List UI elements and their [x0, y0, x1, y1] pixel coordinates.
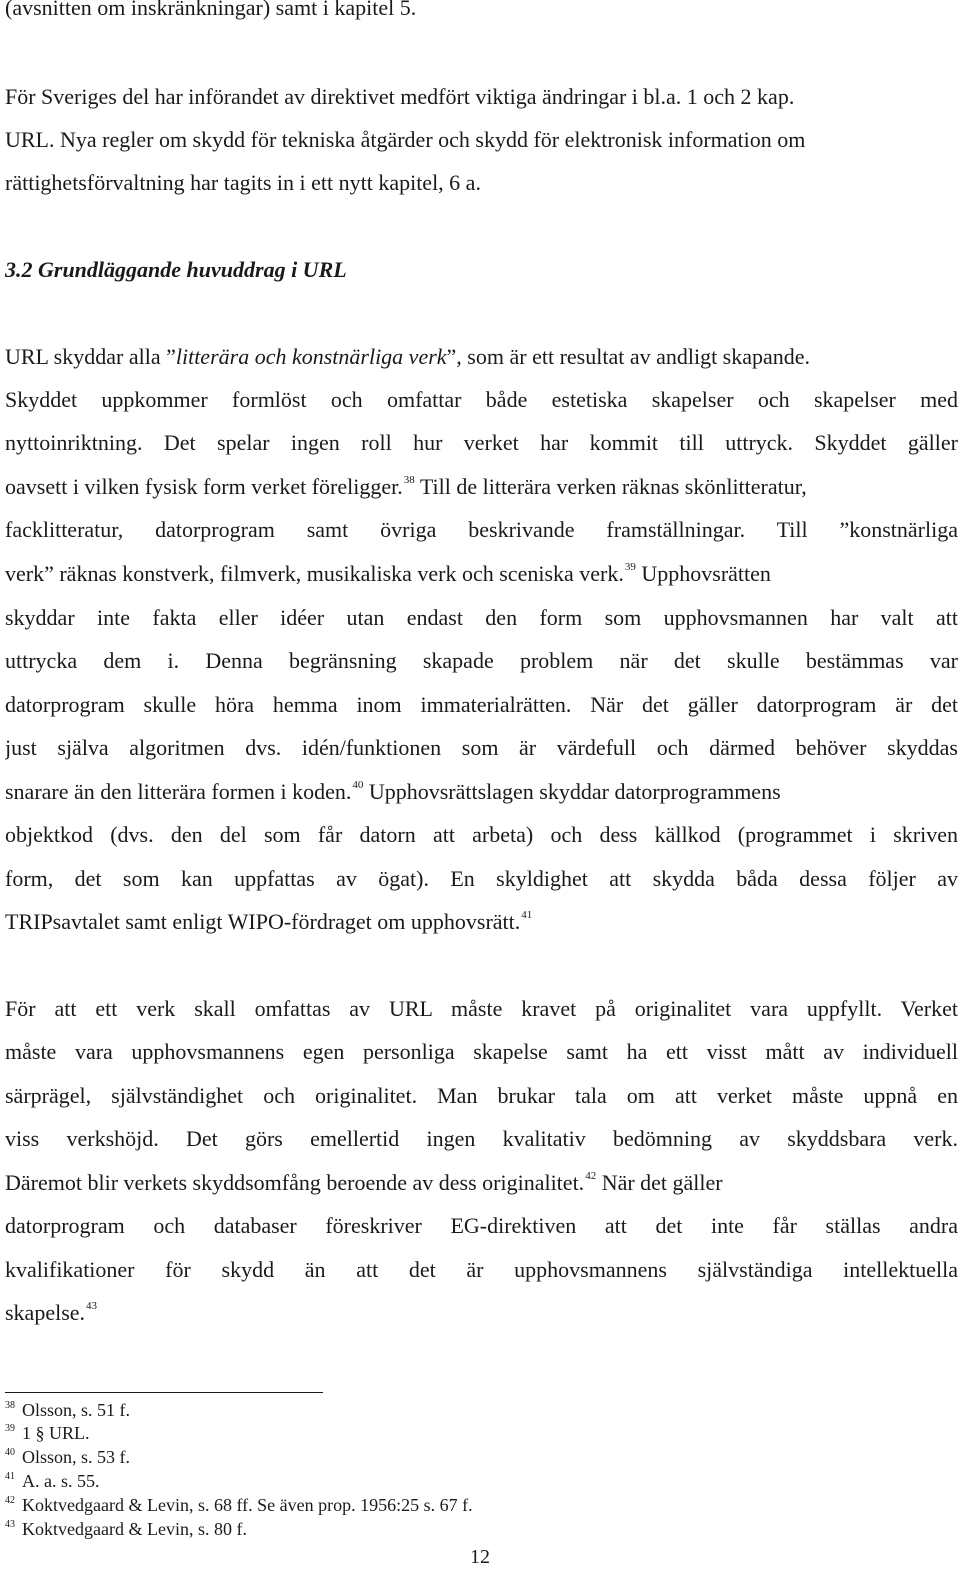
text-line: facklitteratur, datorprogram samt övriga beskrivande framställningar. Till ”konstnärliga: [5, 517, 958, 542]
text-line: viss verkshöjd. Det görs emellertid ingen kvalitativ bedömning av skyddsbara verk.: [5, 1126, 958, 1151]
page-number: 12: [470, 1546, 490, 1568]
text-segment: verk” räknas konstverk, filmverk, musikaliska verk och sceniska verk.: [5, 561, 624, 586]
text-line: datorprogram och databaser föreskriver EG-direktiven att det inte får ställas andra: [5, 1213, 958, 1238]
text-line: [5, 342, 958, 372]
footnote-ref[interactable]: 40: [352, 779, 364, 791]
footnote: [5, 1446, 130, 1472]
text-line: Skyddet uppkommer formlöst och omfattar både estetiska skapelser och skapelser med: [5, 387, 958, 412]
text-segment: snarare än den litterära formen i koden.: [5, 779, 352, 804]
text-line: datorprogram skulle höra hemma inom immaterialrätten. När det gäller datorprogram är det: [5, 692, 958, 717]
text-line: rättighetsförvaltning har tagits in i ett nytt kapitel, 6 a.: [5, 170, 481, 195]
footnote-text: A. a. s. 55.: [22, 1471, 100, 1491]
footnote-number: 40: [5, 1447, 15, 1458]
text-line: uttrycka dem i. Denna begränsning skapade problem när det skulle bestämmas var: [5, 648, 958, 673]
text-segment: Däremot blir verkets skyddsomfång beroende av dess originalitet.: [5, 1170, 585, 1195]
text-segment: oavsett i vilken fysisk form verket föreligger.: [5, 474, 403, 499]
section-heading: 3.2 Grundläggande huvuddrag i URL: [5, 257, 347, 282]
footnote-number: 39: [5, 1423, 15, 1434]
text-line: [5, 1168, 958, 1202]
text-segment: skapelse.: [5, 1300, 86, 1325]
text-line: [5, 907, 958, 941]
text-line: skyddar inte fakta eller idéer utan endast den form som upphovsmannen har valt att: [5, 605, 958, 630]
footnote-ref[interactable]: 39: [624, 561, 636, 573]
footnote-ref[interactable]: 42: [585, 1170, 597, 1182]
italic-phrase: litterära och konstnärliga verk: [175, 344, 447, 369]
text-segment: När det gäller: [596, 1170, 723, 1195]
footnote-ref[interactable]: 38: [403, 474, 415, 486]
text-segment: Upphovsrätten: [635, 561, 771, 586]
footnote-number: 43: [5, 1519, 15, 1530]
footnote-ref[interactable]: 41: [521, 909, 533, 921]
text-line: För att ett verk skall omfattas av URL måste kravet på originalitet vara uppfyllt. Verket: [5, 996, 958, 1021]
footnote-number: 41: [5, 1471, 15, 1482]
text-segment: URL skyddar alla ”: [5, 344, 176, 369]
footnote-text: Olsson, s. 51 f.: [22, 1400, 131, 1420]
text-line: [5, 472, 958, 506]
text-line: just själva algoritmen dvs. idén/funktionen som är värdefull och därmed behöver skyddas: [5, 735, 958, 760]
footnote-text: 1 § URL.: [22, 1423, 90, 1443]
text-segment: Upphovsrättslagen skyddar datorprogrammens: [363, 779, 781, 804]
text-line: URL. Nya regler om skydd för tekniska åtgärder och skydd för elektronisk information om: [5, 127, 806, 152]
footnote-separator: [5, 1392, 323, 1393]
text-line: [5, 777, 958, 811]
text-line: [5, 1298, 958, 1332]
text-segment: ”, som är ett resultat av andligt skapande.: [446, 344, 811, 369]
text-segment: Till de litterära verken räknas skönlitteratur,: [414, 474, 807, 499]
footnote-ref[interactable]: 43: [86, 1300, 98, 1312]
text-segment: TRIPsavtalet samt enligt WIPO-fördraget om upphovsrätt.: [5, 909, 521, 934]
text-line: kvalifikationer för skydd än att det är upphovsmannens självständiga intellektuella: [5, 1257, 958, 1282]
text-line: måste vara upphovsmannens egen personliga skapelse samt ha ett visst mått av individuell: [5, 1039, 958, 1064]
footnote-text: Koktvedgaard & Levin, s. 68 ff. Se även prop. 1956:25 s. 67 f.: [22, 1495, 473, 1515]
footnote: [5, 1494, 473, 1520]
footnote: [5, 1518, 247, 1544]
footnote-number: 42: [5, 1495, 15, 1506]
text-line: objektkod (dvs. den del som får datorn att arbeta) och dess källkod (programmet i skriven: [5, 822, 958, 847]
text-line: särprägel, självständighet och originalitet. Man brukar tala om att verket måste uppnå en: [5, 1083, 958, 1108]
text-line: nyttoinriktning. Det spelar ingen roll hur verket har kommit till uttryck. Skyddet gäller: [5, 430, 958, 455]
text-line: form, det som kan uppfattas av ögat). En skyldighet att skydda båda dessa följer av: [5, 866, 958, 891]
text-line: För Sveriges del har införandet av direktivet medfört viktiga ändringar i bl.a. 1 och 2 kap.: [5, 84, 795, 109]
footnote-text: Koktvedgaard & Levin, s. 80 f.: [22, 1519, 247, 1539]
footnote-text: Olsson, s. 53 f.: [22, 1447, 131, 1467]
text-line: [5, 559, 958, 593]
footnote-number: 38: [5, 1400, 15, 1411]
text-line: (avsnitten om inskränkningar) samt i kapitel 5.: [5, 0, 417, 20]
